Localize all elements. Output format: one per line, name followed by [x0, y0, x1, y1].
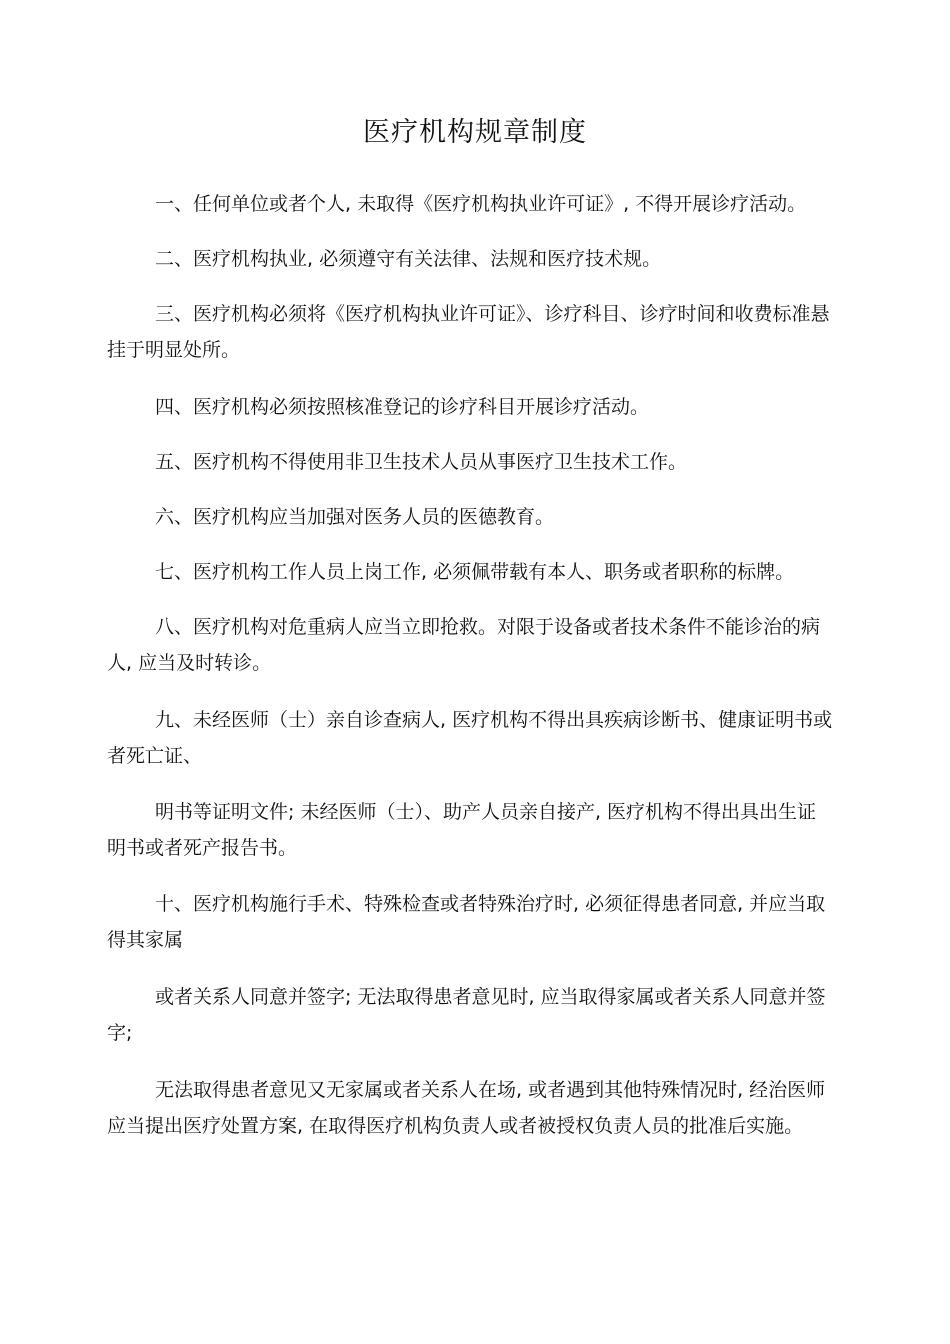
rule-paragraph-9: 九、未经医师（士）亲自诊查病人, 医疗机构不得出具疾病诊断书、健康证明书或者死亡证、: [107, 709, 833, 767]
rule-paragraph-8: 八、医疗机构对危重病人应当立即抢救。对限于设备或者技术条件不能诊治的病人, 应当及时转诊。: [107, 616, 821, 674]
rule-paragraph-4: 四、医疗机构必须按照核准登记的诊疗科目开展诊疗活动。: [155, 396, 650, 418]
rule-paragraph-5: 五、医疗机构不得使用非卫生技术人员从事医疗卫生技术工作。: [155, 451, 688, 473]
rule-paragraph-7: 七、医疗机构工作人员上岗工作, 必须佩带载有本人、职务或者职称的标牌。: [155, 561, 795, 583]
document-title: 医疗机构规章制度: [363, 117, 587, 148]
rule-paragraph-10-cont-2: 无法取得患者意见又无家属或者关系人在场, 或者遇到其他特殊情况时, 经治医师应当提出医疗处置方案, 在取得医疗机构负责人或者被授权负责人员的批准后实施。: [107, 1079, 826, 1137]
rule-paragraph-9-cont: 明书等证明文件; 未经医师（士）、助产人员亲自接产, 医疗机构不得出具出生证明书或者死产报告书。: [107, 801, 817, 859]
rule-paragraph-2: 二、医疗机构执业, 必须遵守有关法律、法规和医疗技术规。: [155, 248, 662, 270]
rule-paragraph-1: 一、任何单位或者个人, 未取得《医疗机构执业许可证》, 不得开展诊疗活动。: [155, 193, 807, 215]
rule-paragraph-6: 六、医疗机构应当加强对医务人员的医德教育。: [155, 506, 555, 528]
rule-paragraph-3: 三、医疗机构必须将《医疗机构执业许可证》、诊疗科目、诊疗时间和收费标准悬挂于明显处所。: [107, 303, 830, 361]
rule-paragraph-10-cont-1: 或者关系人同意并签字; 无法取得患者意见时, 应当取得家属或者关系人同意并签字;: [107, 986, 826, 1044]
rule-paragraph-10: 十、医疗机构施行手术、特殊检查或者特殊治疗时, 必须征得患者同意, 并应当取得其家属: [107, 893, 826, 951]
